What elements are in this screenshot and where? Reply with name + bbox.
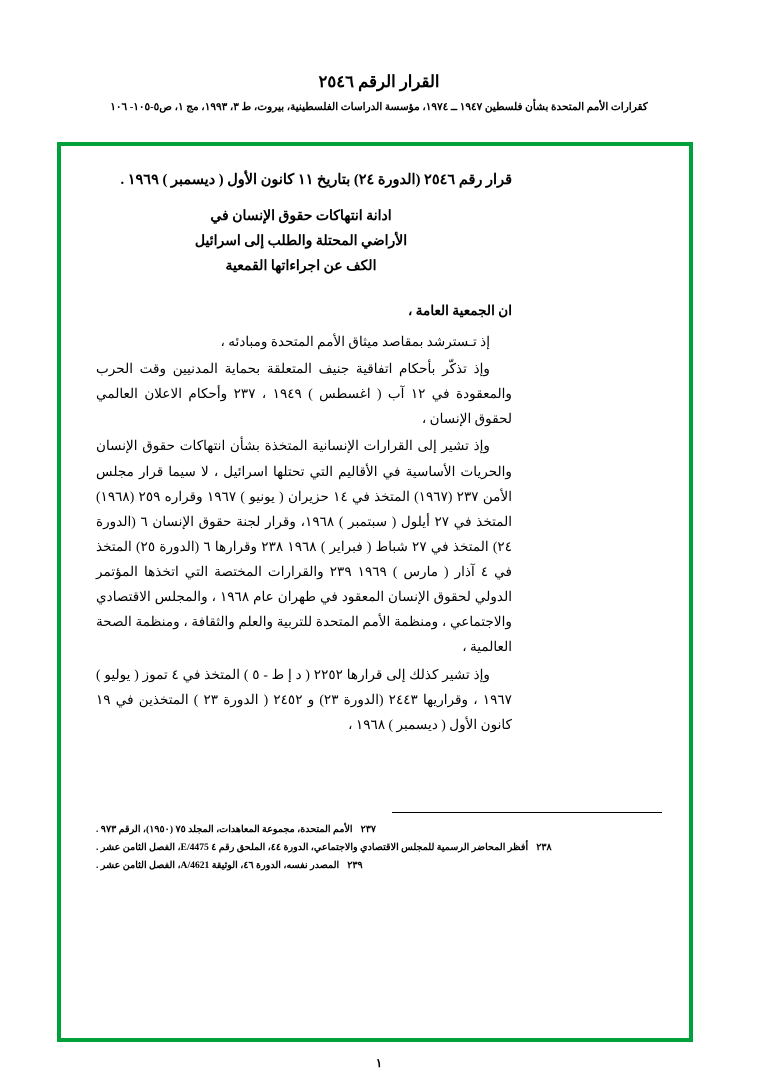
resolution-paragraph: إذ تـسترشد بمقاصد ميثاق الأمم المتحدة ومبادئه ، (220, 333, 490, 349)
footnote-text: المصدر نفسه، الدورة ٤٦، الوثيقة A/4621، الفصل الثامن عشر . (96, 859, 340, 871)
page-title: القرار الرقم ٢٥٤٦ (318, 72, 440, 91)
footnote-item (96, 858, 662, 875)
footnote-number: ٢٣٧ (360, 824, 377, 835)
resolution-subject-line-1: ادانة انتهاكات حقوق الإنسان في (210, 208, 392, 224)
resolution-paragraph: ان الجمعية العامة ، (407, 302, 512, 318)
footnote-number: ٢٣٩ (347, 859, 363, 871)
resolution-subject (96, 205, 512, 280)
document-header (0, 72, 758, 113)
resolution-heading: قرار رقم ٢٥٤٦ (الدورة ٢٤) بتاريخ ١١ كانون الأول ( ديسمبر ) ١٩٦٩ . (120, 172, 512, 188)
footnote-text: أفظر المحاضر الرسمية للمجلس الاقتصادي والاجتماعي، الدورة ٤٤، الملحق رقم ٤ E/4475، الفصل الثامن عشر . (96, 841, 529, 853)
resolution-paragraph: وإذ تشير كذلك إلى قرارها ٢٢٥٢ ( د إ ط - ٥ ) المتخذ في ٤ تموز ( يوليو ) ١٩٦٧ ، وقراريها ٢٤٤٣ (الدورة ٢٣) و ٢٤٥٢ ( الدورة ٢٣ ) المتخذين في ١٩ كانون الأول ( ديسمبر ) ١٩٦٨ ، (96, 666, 512, 732)
resolution-subject-line-2: الأراضي المحتلة والطلب إلى اسرائيل (194, 233, 408, 249)
resolution-paragraph: وإذ تذكّر بأحكام اتفاقية جنيف المتعلقة بحماية المدنيين وقت الحرب والمعقودة في ١٢ آب ( اغسطس ) ١٩٤٩ ، ٢٣٧ وأحكام الاعلان العالمي لحقوق الإنسان ، (96, 360, 512, 427)
footnote-list (0, 822, 758, 875)
resolution-paragraph: وإذ تشير إلى القرارات الإنسانية المتخذة بشأن انتهاكات حقوق الإنسان والحريات الأساسية في الأقاليم التي تحتلها اسرائيل ، لا سيما قرار مجلس الأمن ٢٣٧ (١٩٦٧) المتخذ في ١٤ حزيران ( يونيو ) ١٩٦٧ وقراره ٢٥٩ (١٩٦٨) المتخذ في ٢٧ أيلول ( سبتمبر ) ١٩٦٨، وقرار لجنة حقوق الإنسان ٦ (الدورة ٢٤) المتخذ في ٢٧ شباط ( فبراير ) ١٩٦٨ ٢٣٨ وقرارها ٦ (الدورة ٢٥) المتخذ في ٤ آذار ( مارس ) ١٩٦٩ ٢٣٩ والقرارات المختصة التي اتخذها المؤتمر الدولي لحقوق الإنسان المعقود في طهران عام ١٩٦٨ ، والمجلس الاقتصادي والاجتماعي ، ومنظمة الأمم المتحدة للتربية والعلم والثقافة ، ومنظمة الصحة العالمية ، (96, 438, 513, 655)
source-citation: كقرارات الأمم المتحدة بشأن فلسطين ١٩٤٧ ــ ١٩٧٤، مؤسسة الدراسات الفلسطينية، بيروت، ط ٣، ١٩٩٣، مج ١، ص٥-١٠٥- ١٠٦ (110, 102, 648, 113)
footnote-text: الأمم المتحدة، مجموعة المعاهدات، المجلد ٧٥ (١٩٥٠)، الرقم ٩٧٣ . (96, 824, 353, 835)
resolution-subject-line-3: الكف عن اجراءاتها القمعية (225, 258, 377, 274)
footnote-item (96, 822, 662, 839)
page-number: ١ (375, 1056, 383, 1070)
resolution-body (0, 168, 758, 739)
footnote-item (96, 840, 662, 857)
footnote-separator (392, 812, 662, 813)
footnote-number: ٢٣٨ (536, 841, 552, 853)
